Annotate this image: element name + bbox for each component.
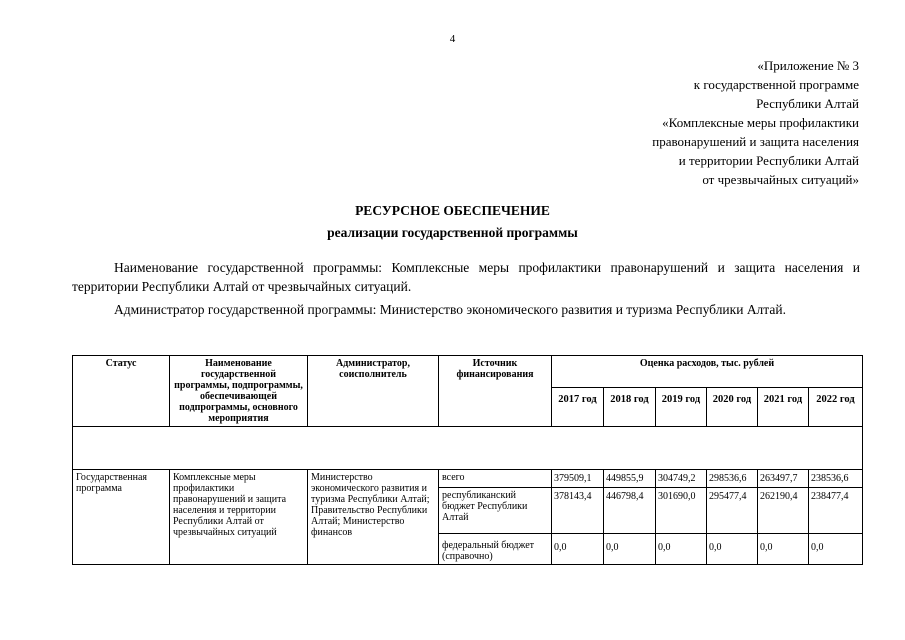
administrator-paragraph: Администратор государственной программы: Министерство экономического развития и туризма Республики Алтай. (114, 302, 786, 317)
row-value: 238477,4 (809, 488, 863, 534)
appendix-line: Республики Алтай (756, 96, 859, 111)
title-line-2: реализации государственной программы (327, 225, 578, 240)
header-status: Статус (73, 356, 170, 427)
table-row (73, 470, 863, 488)
row-value: 262190,4 (758, 488, 809, 534)
header-spacer (73, 427, 863, 470)
row-value: 0,0 (758, 534, 809, 565)
intro-text (72, 258, 860, 323)
row-value: 301690,0 (656, 488, 707, 534)
row-value: 295477,4 (707, 488, 758, 534)
row-value: 0,0 (707, 534, 758, 565)
program-admin: Министерство экономического развития и туризма Республики Алтай; Правительство Республики Алтай; Министерство финансов (308, 470, 439, 565)
appendix-line: «Приложение № 3 (757, 58, 859, 73)
appendix-header (652, 56, 859, 189)
header-year: 2017 год (552, 387, 604, 426)
header-year: 2018 год (604, 387, 656, 426)
row-value: 298536,6 (707, 470, 758, 488)
row-value: 379509,1 (552, 470, 604, 488)
row-source: федеральный бюджет (справочно) (439, 534, 552, 565)
header-estimate: Оценка расходов, тыс. рублей (552, 356, 863, 388)
row-value: 446798,4 (604, 488, 656, 534)
row-value: 238536,6 (809, 470, 863, 488)
header-year: 2020 год (707, 387, 758, 426)
document-title (0, 200, 905, 244)
program-status: Государственная программа (73, 470, 170, 565)
program-name-paragraph: Наименование государственной программы: Комплексные меры профилактики правонарушений и защита населения и территории Республики Алтай от чрезвычайных ситуаций. (72, 260, 860, 294)
row-value: 449855,9 (604, 470, 656, 488)
row-value: 0,0 (656, 534, 707, 565)
title-line-1: РЕСУРСНОЕ ОБЕСПЕЧЕНИЕ (355, 203, 550, 218)
row-source: республиканский бюджет Республики Алтай (439, 488, 552, 534)
appendix-line: «Комплексные меры профилактики (662, 115, 859, 130)
header-year: 2019 год (656, 387, 707, 426)
row-value: 304749,2 (656, 470, 707, 488)
resources-table (72, 355, 863, 565)
appendix-line: к государственной программе (693, 77, 859, 92)
program-name: Комплексные меры профилактики правонарушений и защита населения и территории Республики Алтай от чрезвычайных ситуаций (170, 470, 308, 565)
row-source: всего (439, 470, 552, 488)
header-year: 2021 год (758, 387, 809, 426)
header-source: Источник финансирования (439, 356, 552, 427)
page-number: 4 (449, 33, 456, 45)
row-value: 263497,7 (758, 470, 809, 488)
row-value: 0,0 (604, 534, 656, 565)
appendix-line: от чрезвычайных ситуаций» (702, 172, 859, 187)
row-value: 0,0 (809, 534, 863, 565)
header-year: 2022 год (809, 387, 863, 426)
row-value: 378143,4 (552, 488, 604, 534)
header-name: Наименование государственной программы, подпрограммы, обеспечивающей подпрограммы, основного мероприятия (170, 356, 308, 427)
row-value: 0,0 (552, 534, 604, 565)
appendix-line: и территории Республики Алтай (678, 153, 859, 168)
header-admin: Администратор, соисполнитель (308, 356, 439, 427)
appendix-line: правонарушений и защита населения (652, 134, 859, 149)
